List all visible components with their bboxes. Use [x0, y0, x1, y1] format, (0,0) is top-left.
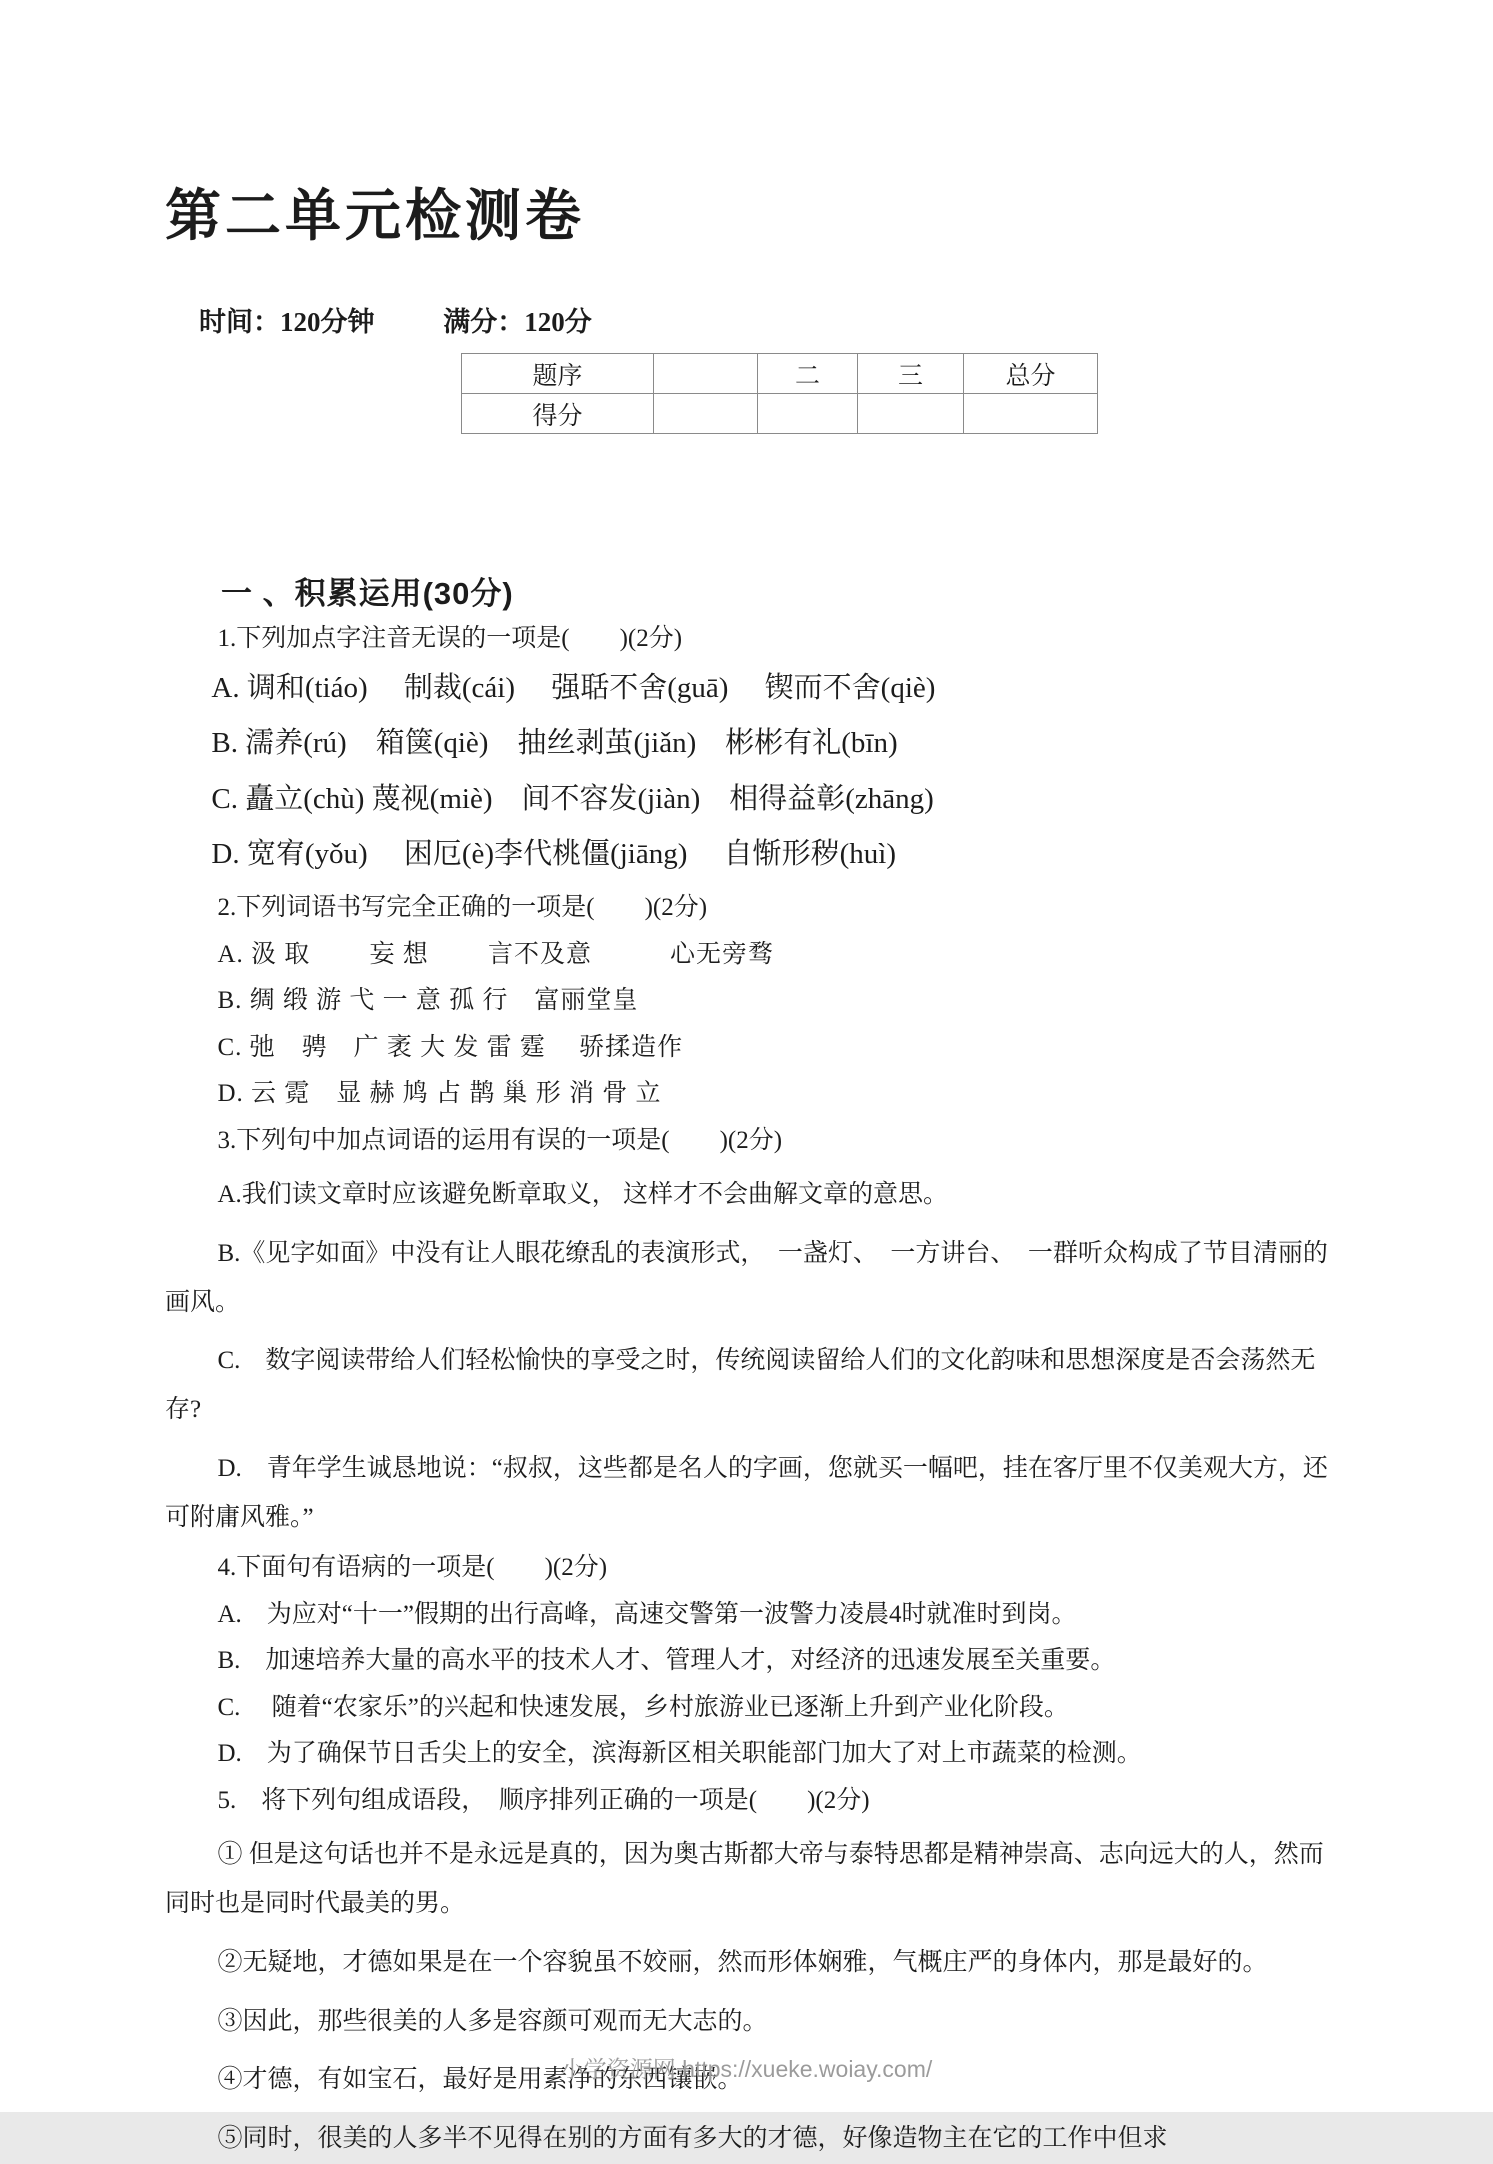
question-2-option-c: C. 弛 骋 广 袤 大 发 雷 霆 骄揉造作: [217, 1033, 684, 1061]
score-table: [461, 353, 1098, 434]
question-4-stem: 4.下面句有语病的一项是( )(2分): [217, 1554, 608, 1582]
question-1-option-d: D. 宽宥(yǒu) 困厄(è)李代桃僵(jiāng) 自惭形秽(huì): [211, 838, 897, 871]
score-table-cell: 题序: [462, 354, 654, 394]
question-3-option-a: A.我们读文章时应该避免断章取义， 这样才不会曲解文章的意思。: [217, 1181, 949, 1209]
question-1-stem: 1.下列加点字注音无误的一项是( )(2分): [217, 625, 683, 652]
question-3-stem: 3.下列句中加点词语的运用有误的一项是( )(2分): [217, 1126, 783, 1154]
question-3-option-b: B.《见字如面》中没有让人眼花缭乱的表演形式， 一盏灯、 一方讲台、 一群听众构成了节目清丽的画风。: [165, 1239, 1328, 1316]
footer-watermark: 小学资源网 https://xueke.woiay.com/: [560, 2056, 933, 2082]
exam-meta: [199, 300, 1333, 339]
question-4-option-d: D. 为了确保节日舌尖上的安全，滨海新区相关职能部门加大了对上市蔬菜的检测。: [217, 1740, 1142, 1768]
score-table-cell: 三: [858, 354, 964, 394]
score-table-cell: 二: [758, 354, 858, 394]
score-table-cell: [654, 354, 758, 394]
score-table-cell: [964, 394, 1098, 434]
score-table-cell: 得分: [462, 394, 654, 434]
question-5-stem: 5. 将下列句组成语段， 顺序排列正确的一项是( )(2分): [217, 1786, 870, 1814]
full-score-label: 满分：120分: [443, 307, 592, 337]
question-4-option-b: B. 加速培养大量的高水平的技术人才、管理人才，对经济的迅速发展至关重要。: [217, 1647, 1116, 1675]
score-table-score-row: [462, 394, 1098, 434]
question-1-option-b: B. 濡养(rú) 箱箧(qiè) 抽丝剥茧(jiǎn) 彬彬有礼(bīn): [211, 727, 898, 760]
time-label: 时间：120分钟: [199, 307, 375, 337]
question-1-option-a: A. 调和(tiáo) 制裁(cái) 强聒不舍(guā) 锲而不舍(qiè): [211, 671, 936, 704]
question-3-option-d: D. 青年学生诚恳地说：“叔叔，这些都是名人的字画，您就买一幅吧，挂在客厅里不仅美观大方，还可附庸风雅。”: [165, 1454, 1328, 1531]
score-table-cell: [758, 394, 858, 434]
question-5-sentence-1: ① 但是这句话也并不是永远是真的，因为奥古斯都大帝与泰特思都是精神崇高、志向远大的人，然而同时也是同时代最美的男。: [165, 1841, 1324, 1918]
score-table-cell: [654, 394, 758, 434]
question-5-sentence-4: ④才德，有如宝石，最好是用素净的东西镶嵌。: [217, 2066, 743, 2094]
score-table-cell: 总分: [964, 354, 1098, 394]
question-2-option-d: D. 云 霓 显 赫 鸠 占 鹊 巢 形 消 骨 立: [217, 1080, 662, 1108]
page-title: 第二单元检测卷: [165, 186, 585, 248]
section-heading: 一 、积累运用(30分): [221, 576, 514, 611]
score-table-cell: [858, 394, 964, 434]
question-2-stem: 2.下列词语书写完全正确的一项是( )(2分): [217, 894, 708, 922]
question-1-option-c: C. 矗立(chù) 蔑视(miè) 间不容发(jiàn) 相得益彰(zhāng): [211, 782, 934, 815]
question-5-sentence-5: ⑤同时，很美的人多半不见得在别的方面有多大的才德，好像造物主在它的工作中但求: [217, 2125, 1168, 2153]
question-4-option-c: C. 随着“农家乐”的兴起和快速发展，乡村旅游业已逐渐上升到产业化阶段。: [217, 1693, 1069, 1721]
question-4-option-a: A. 为应对“十一”假期的出行高峰，高速交警第一波警力凌晨4时就准时到岗。: [217, 1600, 1077, 1628]
question-3-option-c: C. 数字阅读带给人们轻松愉快的享受之时，传统阅读留给人们的文化韵味和思想深度是否会荡然无存?: [165, 1347, 1316, 1424]
question-5-sentence-2: ②无疑地，才德如果是在一个容貌虽不姣丽，然而形体娴雅，气概庄严的身体内，那是最好的。: [217, 1948, 1268, 1976]
score-table-header-row: [462, 354, 1098, 394]
question-2-option-a: A. 汲 取 妄 想 言不及意 心无旁骛: [217, 940, 775, 968]
question-5-sentence-3: ③因此，那些很美的人多是容颜可观而无大志的。: [217, 2007, 768, 2035]
question-2-option-b: B. 绸 缎 游 弋 一 意 孤 行 富丽堂皇: [217, 987, 639, 1015]
